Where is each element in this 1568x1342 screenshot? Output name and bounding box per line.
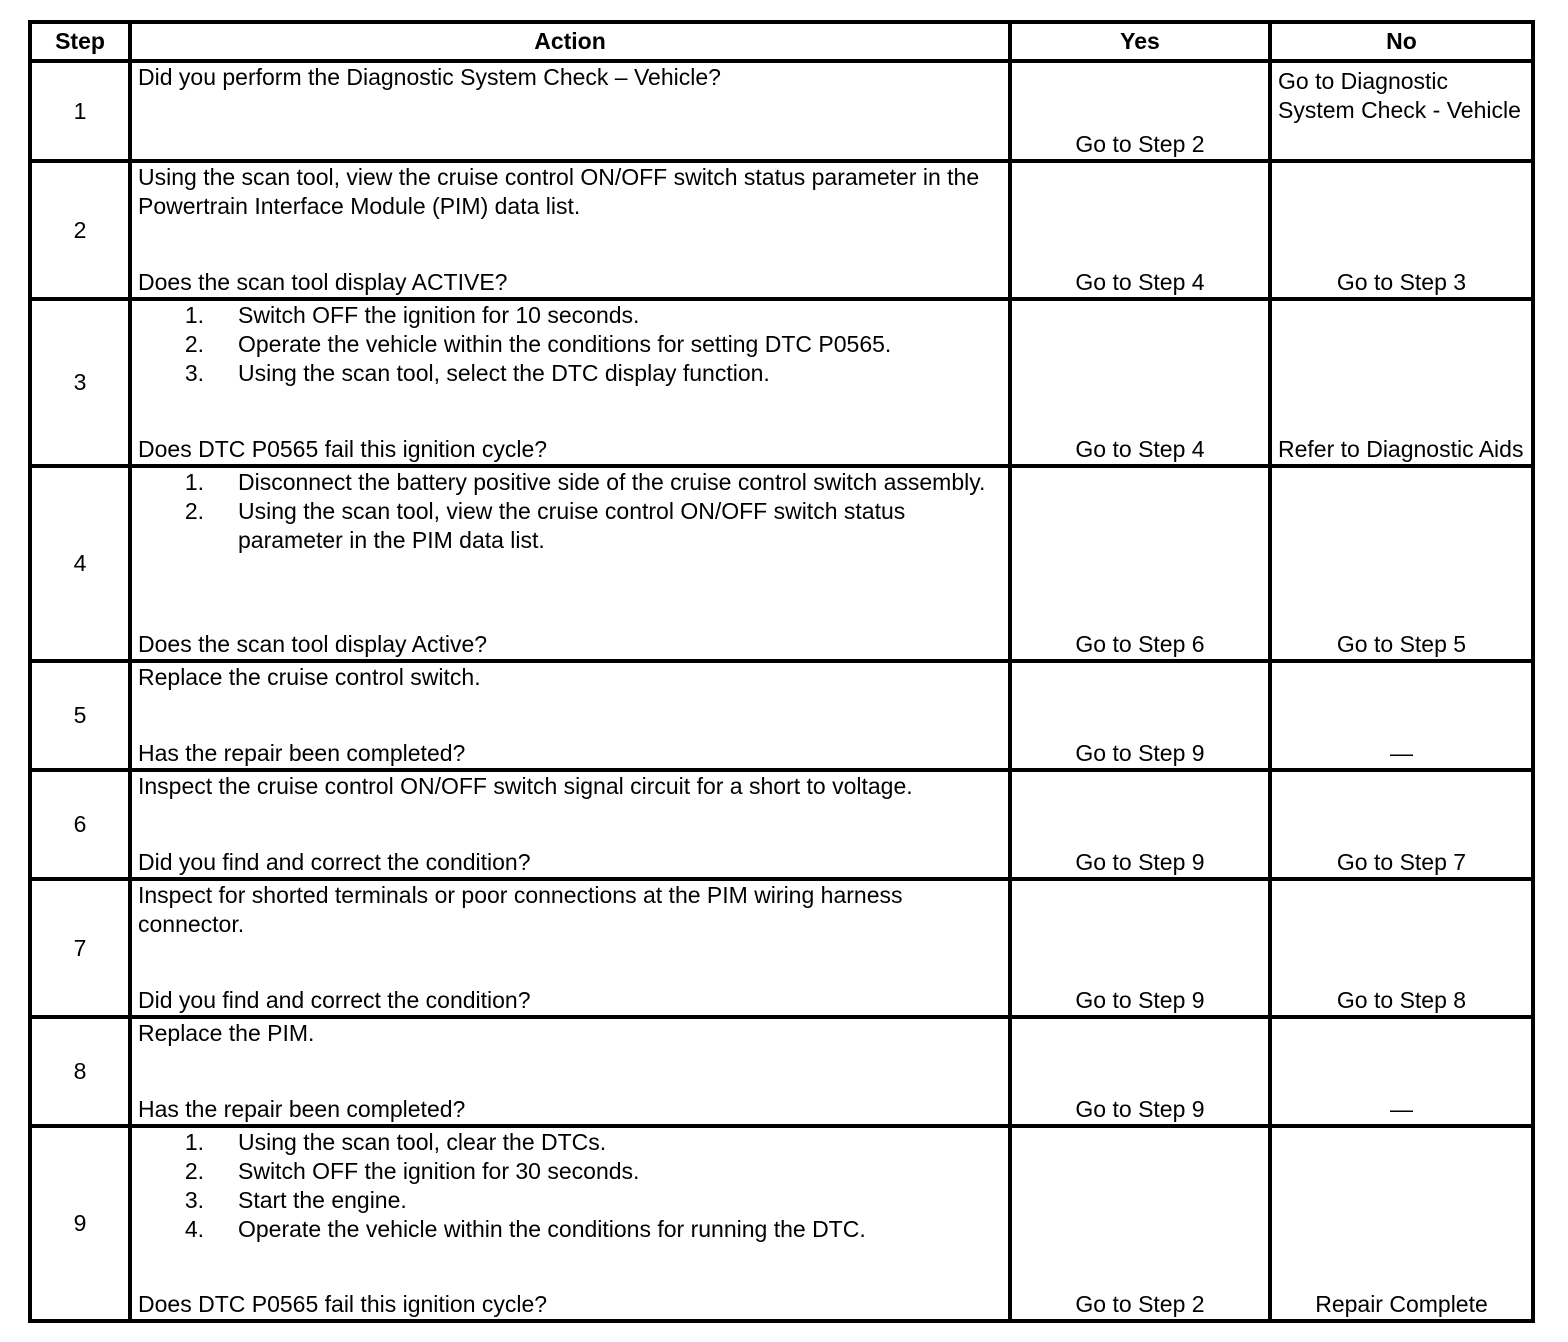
action-question: Did you find and correct the condition? [138, 849, 531, 875]
table-row [30, 299, 1533, 466]
step-number: 7 [30, 879, 130, 1017]
step-number: 6 [30, 770, 130, 879]
list-item: 1. Using the scan tool, clear the DTCs. [184, 1129, 607, 1155]
no-result: — [1270, 661, 1533, 770]
action-cell [130, 161, 1010, 299]
action-question: Did you find and correct the condition? [138, 987, 531, 1013]
no-result: — [1270, 1017, 1533, 1126]
action-text: Inspect the cruise control ON/OFF switch signal circuit for a short to voltage. [138, 773, 913, 799]
action-text: Inspect for shorted terminals or poor connections at the PIM wiring harness connector. [138, 882, 903, 937]
yes-result: Go to Step 2 [1010, 61, 1270, 161]
list-item: 4. Operate the vehicle within the conditions for running the DTC. [184, 1216, 866, 1242]
yes-result: Go to Step 2 [1010, 1126, 1270, 1321]
action-cell [130, 466, 1010, 661]
step-number: 1 [30, 61, 130, 161]
action-question: Does DTC P0565 fail this ignition cycle? [138, 436, 548, 462]
step-number: 4 [30, 466, 130, 661]
list-item: 2. Switch OFF the ignition for 30 seconds. [184, 1158, 640, 1184]
list-item: 3. Using the scan tool, select the DTC display function. [184, 360, 770, 386]
no-result: Go to Step 5 [1270, 466, 1533, 661]
header-step: Step [30, 22, 130, 61]
list-item: 2. Operate the vehicle within the conditions for setting DTC P0565. [184, 331, 892, 357]
no-result: Repair Complete [1270, 1126, 1533, 1321]
table-row [30, 161, 1533, 299]
step-number: 5 [30, 661, 130, 770]
action-cell [130, 661, 1010, 770]
no-result: Refer to Diagnostic Aids [1270, 299, 1533, 466]
yes-result: Go to Step 9 [1010, 770, 1270, 879]
step-number: 9 [30, 1126, 130, 1321]
action-cell [130, 770, 1010, 879]
header-no: No [1270, 22, 1533, 61]
yes-result: Go to Step 4 [1010, 161, 1270, 299]
no-result: Go to Step 7 [1270, 770, 1533, 879]
action-steps [138, 1128, 1002, 1244]
action-text: Replace the cruise control switch. [138, 664, 481, 690]
action-steps [138, 301, 1002, 388]
step-number: 8 [30, 1017, 130, 1126]
action-text: Did you perform the Diagnostic System Check – Vehicle? [138, 64, 721, 90]
list-item: 2. Using the scan tool, view the cruise control ON/OFF switch status parameter in the PIM data list. [184, 498, 906, 553]
header-action: Action [130, 22, 1010, 61]
list-item: 1. Switch OFF the ignition for 10 seconds. [184, 302, 640, 328]
action-cell [130, 1126, 1010, 1321]
table-row [30, 770, 1533, 879]
action-text: Using the scan tool, view the cruise control ON/OFF switch status parameter in the Powertrain Interface Module (PIM) data list. [138, 164, 980, 219]
action-cell [130, 299, 1010, 466]
step-number: 3 [30, 299, 130, 466]
yes-result: Go to Step 9 [1010, 879, 1270, 1017]
yes-result: Go to Step 4 [1010, 299, 1270, 466]
yes-result: Go to Step 9 [1010, 1017, 1270, 1126]
action-text: Replace the PIM. [138, 1020, 315, 1046]
action-question: Does the scan tool display Active? [138, 631, 488, 657]
action-question: Has the repair been completed? [138, 1096, 466, 1122]
action-question: Has the repair been completed? [138, 740, 466, 766]
action-steps [138, 468, 1002, 555]
no-result: Go to Diagnostic System Check - Vehicle [1270, 61, 1533, 161]
action-cell [130, 1017, 1010, 1126]
action-cell [130, 61, 1010, 161]
step-number: 2 [30, 161, 130, 299]
table-row [30, 1126, 1533, 1321]
table-row [30, 466, 1533, 661]
action-question: Does the scan tool display ACTIVE? [138, 269, 508, 295]
list-item: 3. Start the engine. [184, 1187, 407, 1213]
no-result: Go to Step 8 [1270, 879, 1533, 1017]
header-row [30, 22, 1533, 61]
diagnostic-table [28, 20, 1535, 1323]
no-result: Go to Step 3 [1270, 161, 1533, 299]
header-yes: Yes [1010, 22, 1270, 61]
table-row [30, 61, 1533, 161]
yes-result: Go to Step 9 [1010, 661, 1270, 770]
table-row [30, 661, 1533, 770]
yes-result: Go to Step 6 [1010, 466, 1270, 661]
action-cell [130, 879, 1010, 1017]
table-row [30, 879, 1533, 1017]
action-question: Does DTC P0565 fail this ignition cycle? [138, 1291, 548, 1317]
table-row [30, 1017, 1533, 1126]
list-item: 1. Disconnect the battery positive side of the cruise control switch assembly. [184, 469, 986, 495]
